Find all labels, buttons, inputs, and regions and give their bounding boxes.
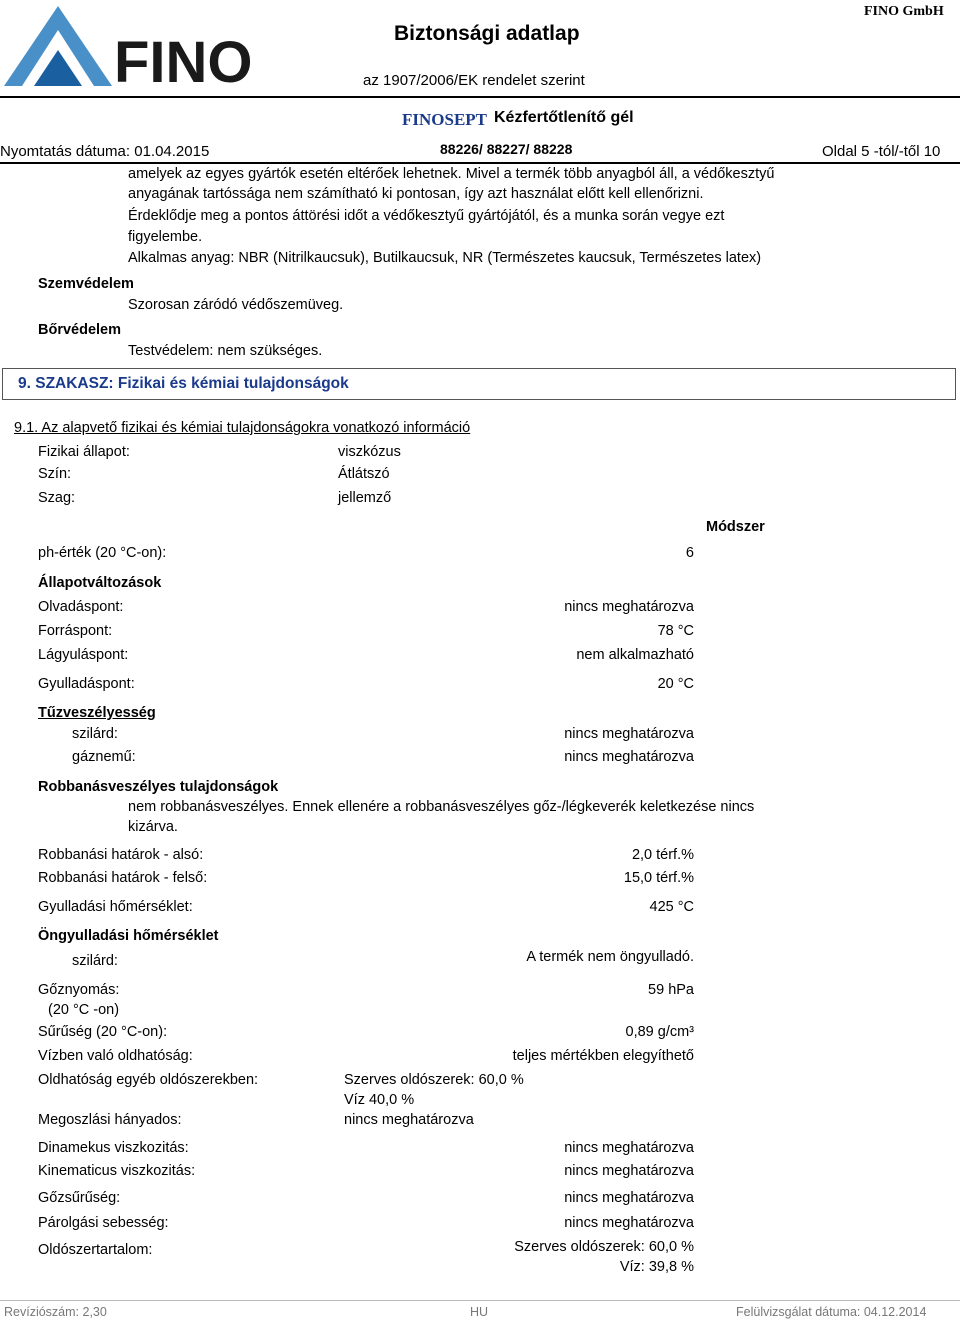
intro-line: Alkalmas anyag: NBR (Nitrilkaucsuk), Butilkaucsuk, NR (Természetes kaucsuk, Természetes latex) bbox=[128, 250, 762, 266]
flash-point-value: 20 °C bbox=[657, 676, 694, 692]
page-number: Oldal 5 -tól/-től 10 bbox=[822, 143, 941, 160]
eye-protection-text: Szorosan záródó védőszemüveg. bbox=[128, 297, 344, 313]
density-label: Sűrűség (20 °C-on): bbox=[38, 1024, 168, 1040]
ph-label: ph-érték (20 °C-on): bbox=[38, 545, 167, 561]
state-changes-heading: Állapotváltozások bbox=[38, 575, 162, 591]
vapor-pressure-value: 59 hPa bbox=[648, 982, 694, 998]
document-header bbox=[0, 0, 960, 168]
brand-name: FINOSEPT bbox=[402, 110, 488, 129]
vapor-pressure-condition: (20 °C -on) bbox=[48, 1002, 120, 1018]
boiling-label: Forráspont: bbox=[38, 623, 113, 639]
autoignition-solid-value: A termék nem öngyulladó. bbox=[526, 949, 694, 965]
lower-limit-value: 2,0 térf.% bbox=[631, 847, 694, 863]
explosive-text: nem robbanásveszélyes. Ennek ellenére a robbanásveszélyes gőz-/légkeverék keletkezése nincs bbox=[128, 799, 755, 815]
ph-value: 6 bbox=[685, 545, 694, 561]
skin-protection-text: Testvédelem: nem szükséges. bbox=[128, 343, 323, 359]
upper-limit-label: Robbanási határok - felső: bbox=[38, 870, 208, 886]
autoignition-heading: Öngyulladási hőmérséklet bbox=[38, 928, 219, 944]
flammability-heading: Tűzveszélyesség bbox=[38, 705, 156, 721]
vapor-pressure-label: Gőznyomás: bbox=[38, 982, 120, 998]
other-solubility-value: Víz 40,0 % bbox=[344, 1092, 415, 1108]
intro-line: figyelembe. bbox=[128, 229, 203, 245]
partition-label: Megoszlási hányados: bbox=[38, 1112, 182, 1128]
flammability-gas-label: gáznemű: bbox=[72, 749, 136, 765]
water-solubility-label: Vízben való oldhatóság: bbox=[38, 1048, 193, 1064]
other-solubility-label: Oldhatóság egyéb oldószerekben: bbox=[38, 1072, 259, 1088]
intro-line: anyagának tartóssága nem számítható ki pontosan, így azt használat előtt kell ellenőrizni. bbox=[128, 186, 704, 202]
document-title: Biztonsági adatlap bbox=[394, 22, 580, 45]
vapor-density-value: nincs meghatározva bbox=[564, 1190, 694, 1206]
softening-label: Lágyuláspont: bbox=[38, 647, 129, 663]
flash-point-label: Gyulladáspont: bbox=[38, 676, 135, 692]
state-value: viszkózus bbox=[338, 444, 401, 460]
intro-line: amelyek az egyes gyártók esetén eltérőek lehetnek. Mivel a termék több anyagból áll, a védőkesztyű bbox=[128, 166, 775, 182]
review-date: Felülvizsgálat dátuma: 04.12.2014 bbox=[736, 1305, 927, 1319]
company-name: FINO GmbH bbox=[864, 4, 944, 19]
melting-label: Olvadáspont: bbox=[38, 599, 124, 615]
ignition-temp-label: Gyulladási hőmérséklet: bbox=[38, 899, 193, 915]
section-title: 9. SZAKASZ: Fizikai és kémiai tulajdonságok bbox=[18, 375, 349, 392]
upper-limit-value: 15,0 térf.% bbox=[623, 870, 694, 886]
document-footer bbox=[0, 1300, 960, 1321]
partition-value: nincs meghatározva bbox=[344, 1112, 474, 1128]
other-solubility-value: Szerves oldószerek: 60,0 % bbox=[344, 1072, 524, 1088]
subsection-title: 9.1. Az alapvető fizikai és kémiai tulajdonságokra vonatkozó információ bbox=[14, 420, 471, 436]
flammability-solid-label: szilárd: bbox=[72, 726, 118, 742]
language-code: HU bbox=[470, 1305, 489, 1319]
dynamic-viscosity-label: Dinamekus viszkozitás: bbox=[38, 1140, 189, 1156]
color-label: Szín: bbox=[38, 466, 72, 482]
eye-protection-heading: Szemvédelem bbox=[38, 276, 134, 292]
boiling-value: 78 °C bbox=[657, 623, 694, 639]
state-label: Fizikai állapot: bbox=[38, 444, 130, 460]
solvent-content-value: Szerves oldószerek: 60,0 % bbox=[514, 1239, 694, 1255]
lower-limit-label: Robbanási határok - alsó: bbox=[38, 847, 204, 863]
dynamic-viscosity-value: nincs meghatározva bbox=[564, 1140, 694, 1156]
regulation-subtitle: az 1907/2006/EK rendelet szerint bbox=[363, 72, 585, 89]
fino-logo bbox=[0, 0, 253, 95]
density-value: 0,89 g/cm³ bbox=[625, 1024, 694, 1040]
method-header: Módszer bbox=[706, 519, 765, 535]
odor-label: Szag: bbox=[38, 490, 76, 506]
print-date: Nyomtatás dátuma: 01.04.2015 bbox=[0, 143, 210, 160]
revision-number: Revíziószám: 2,30 bbox=[4, 1305, 107, 1319]
intro-line: Érdeklődje meg a pontos áttörési időt a védőkesztyű gyártójától, és a munka során vegye ezt bbox=[128, 208, 725, 224]
explosive-text: kizárva. bbox=[128, 819, 178, 835]
header-divider bbox=[0, 96, 960, 98]
odor-value: jellemző bbox=[338, 490, 392, 506]
softening-value: nem alkalmazható bbox=[576, 647, 694, 663]
header-bottom-divider bbox=[0, 162, 960, 164]
autoignition-solid-label: szilárd: bbox=[72, 953, 118, 969]
ignition-temp-value: 425 °C bbox=[649, 899, 694, 915]
solvent-content-value: Víz: 39,8 % bbox=[619, 1259, 694, 1275]
flammability-gas-value: nincs meghatározva bbox=[564, 749, 694, 765]
melting-value: nincs meghatározva bbox=[564, 599, 694, 615]
solvent-content-label: Oldószertartalom: bbox=[38, 1242, 153, 1258]
vapor-density-label: Gőzsűrűség: bbox=[38, 1190, 121, 1206]
evaporation-label: Párolgási sebesség: bbox=[38, 1215, 169, 1231]
article-numbers: 88226/ 88227/ 88228 bbox=[440, 141, 573, 157]
evaporation-value: nincs meghatározva bbox=[564, 1215, 694, 1231]
kinematic-viscosity-value: nincs meghatározva bbox=[564, 1163, 694, 1179]
logo-text: FINO bbox=[114, 30, 253, 95]
product-name: Kézfertőtlenítő gél bbox=[494, 109, 634, 126]
water-solubility-value: teljes mértékben elegyíthető bbox=[512, 1048, 694, 1064]
flammability-solid-value: nincs meghatározva bbox=[564, 726, 694, 742]
explosive-heading: Robbanásveszélyes tulajdonságok bbox=[38, 779, 279, 795]
color-value: Átlátszó bbox=[338, 466, 390, 482]
kinematic-viscosity-label: Kinematicus viszkozitás: bbox=[38, 1163, 196, 1179]
skin-protection-heading: Bőrvédelem bbox=[38, 322, 122, 338]
